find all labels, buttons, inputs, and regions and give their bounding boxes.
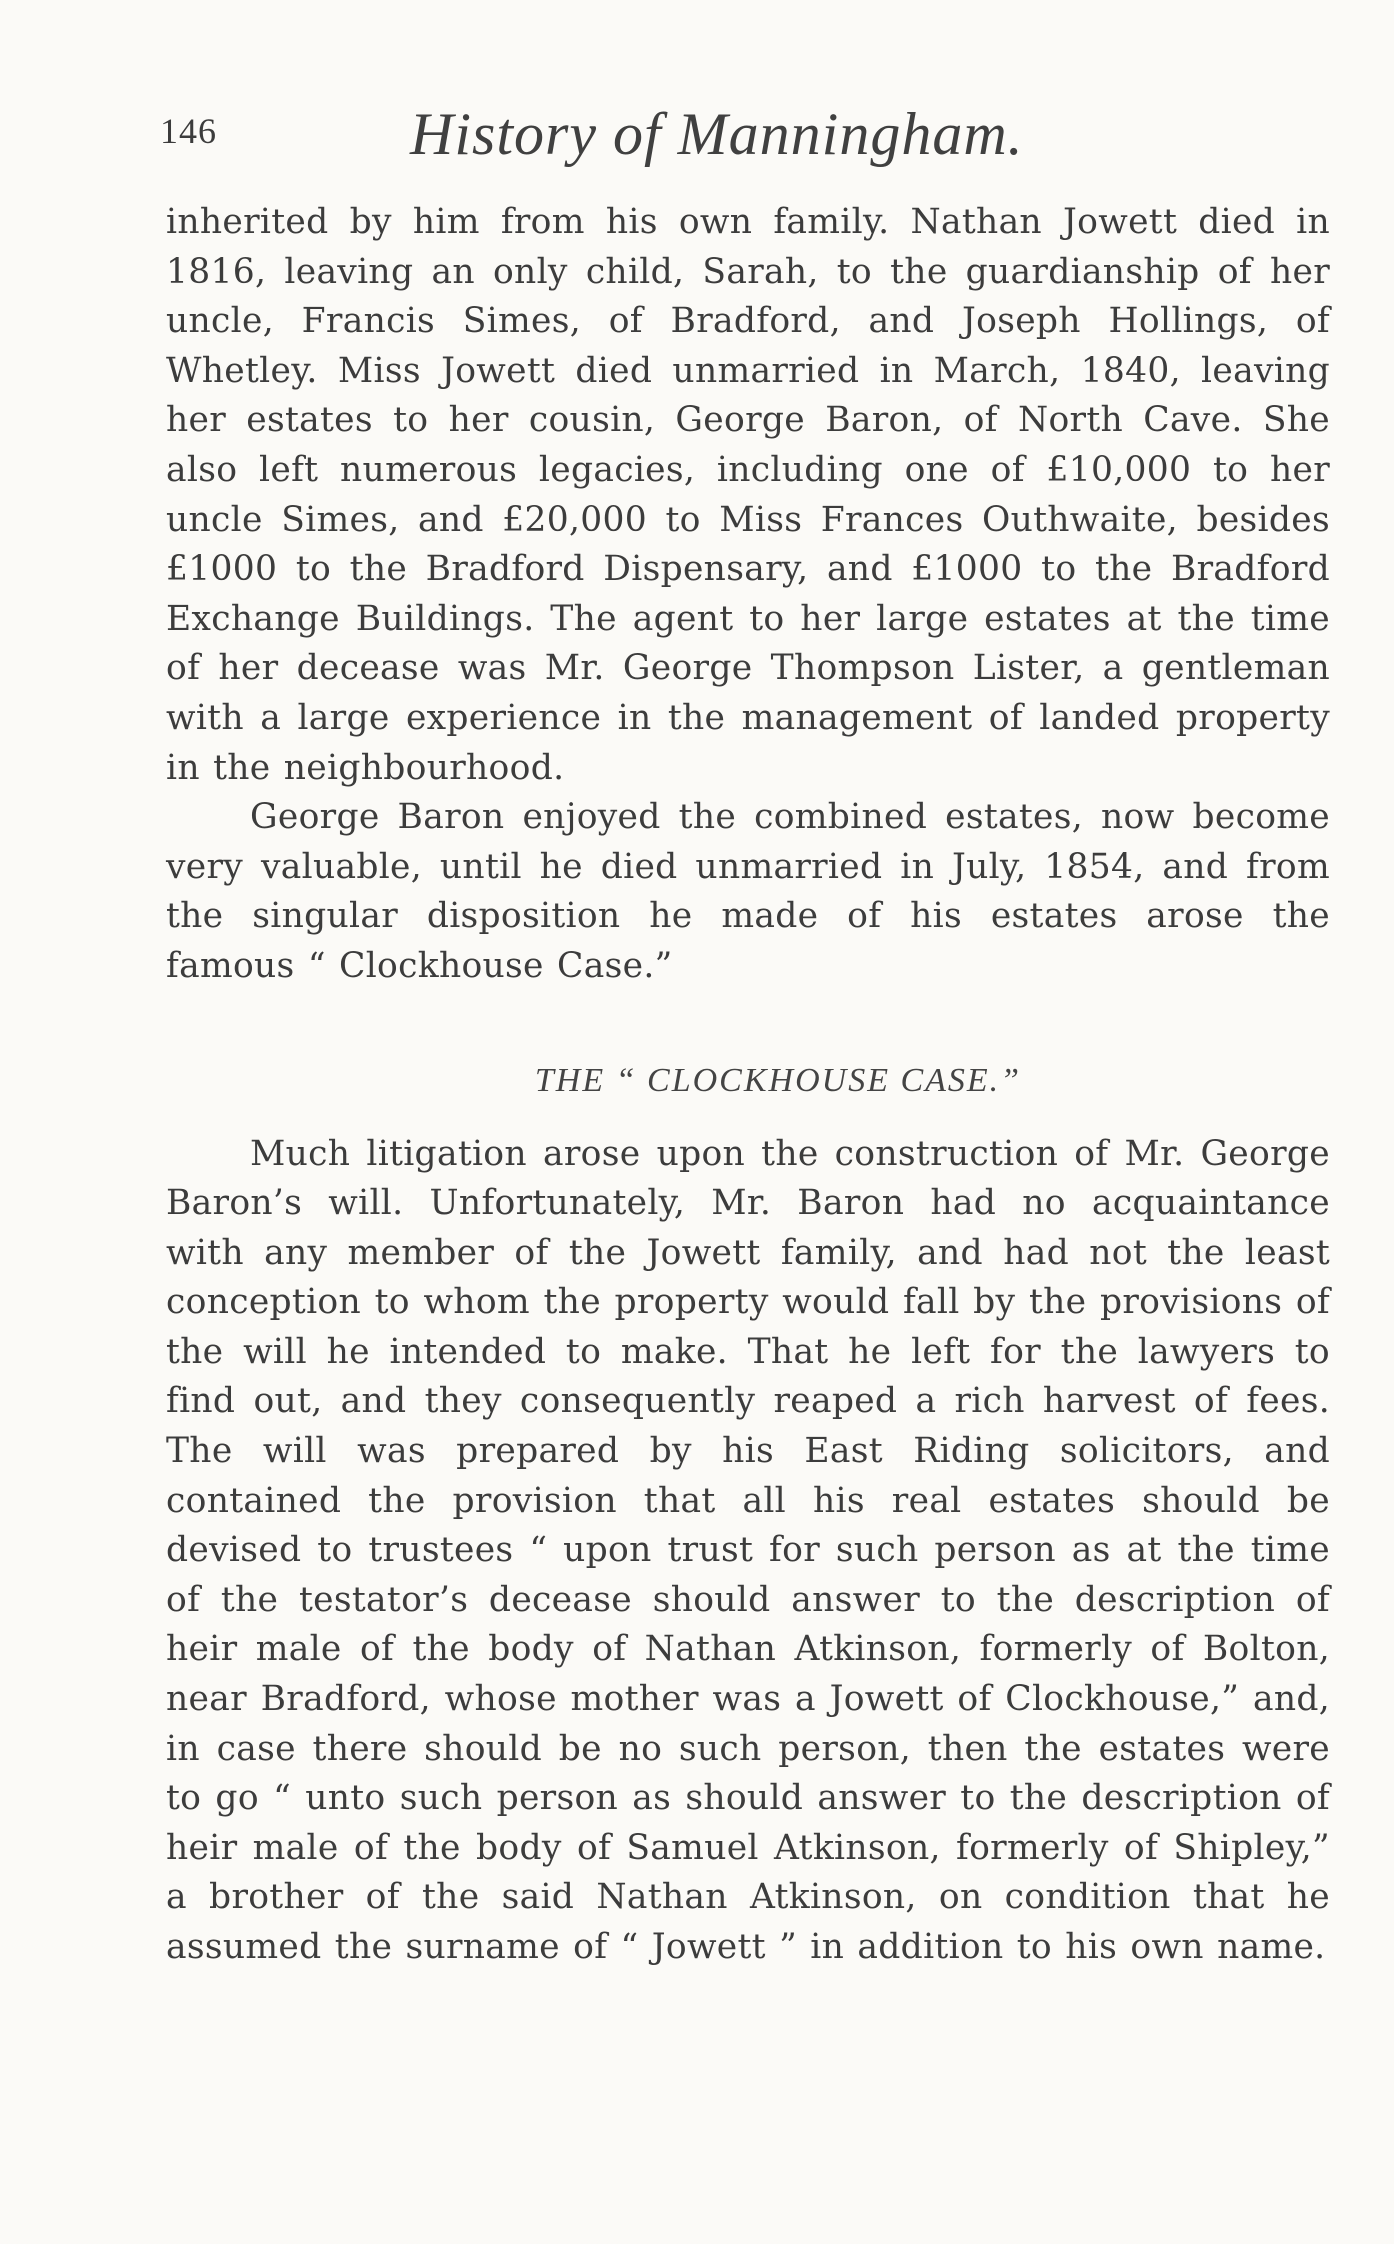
paragraph-litigation: Much litigation arose upon the construction of Mr. George Baron’s will. Unfortunately, Mr. Baron had no acquaintance with any member of the Jowett family, and had not the least conception to whom the property would fall by the provisions of the will he intended to make. That he left for the lawyers to find out, and they consequently reaped a rich harvest of fees. The will was prepared by his East Riding solicitors, and contained the provision that all his real estates should be devised to trustees “ upon trust for such person as at the time of the testator’s decease should answer to the description of heir male of the body of Nathan Atkinson, formerly of Bolton, near Bradford, whose mother was a Jowett of Clockhouse,” and, in case there should be no such person, then the estates were to go “ unto such person as should answer to the description of heir male of the body of Samuel Atkinson, formerly of Shipley,” a brother of the said Nathan Atkinson, on condition that he assumed the surname of “ Jowett ” in addition to his own name. <box>166 1133 1330 1967</box>
body-text <box>166 198 1330 1973</box>
paragraph-george-baron: George Baron enjoyed the combined estates, now become very valuable, until he died unmarried in July, 1854, and from the singular disposition he made of his estates arose the famous “ Clockhouse Case.” <box>166 797 1330 986</box>
page-number: 146 <box>160 111 217 151</box>
section-heading: THE “ CLOCKHOUSE CASE.” <box>534 1061 1022 1099</box>
running-title: History of Manningham. <box>410 101 1024 167</box>
paragraph-inheritance: inherited by him from his own family. Nathan Jowett died in 1816, leaving an only child, Sarah, to the guardianship of her uncle, Francis Simes, of Bradford, and Joseph Hollings, of Whetley. Miss Jowett died unmarried in March, 1840, leaving her estates to her cousin, George Baron, of North Cave. She also left numerous legacies, including one of £10,000 to her uncle Simes, and £20,000 to Miss Frances Outhwaite, besides £1000 to the Bradford Dispensary, and £1000 to the Bradford Exchange Buildings. The agent to her large estates at the time of her decease was Mr. George Thompson Lister, a gentleman with a large experience in the management of landed property in the neighbourhood. <box>166 202 1330 788</box>
page-header <box>160 100 1340 170</box>
